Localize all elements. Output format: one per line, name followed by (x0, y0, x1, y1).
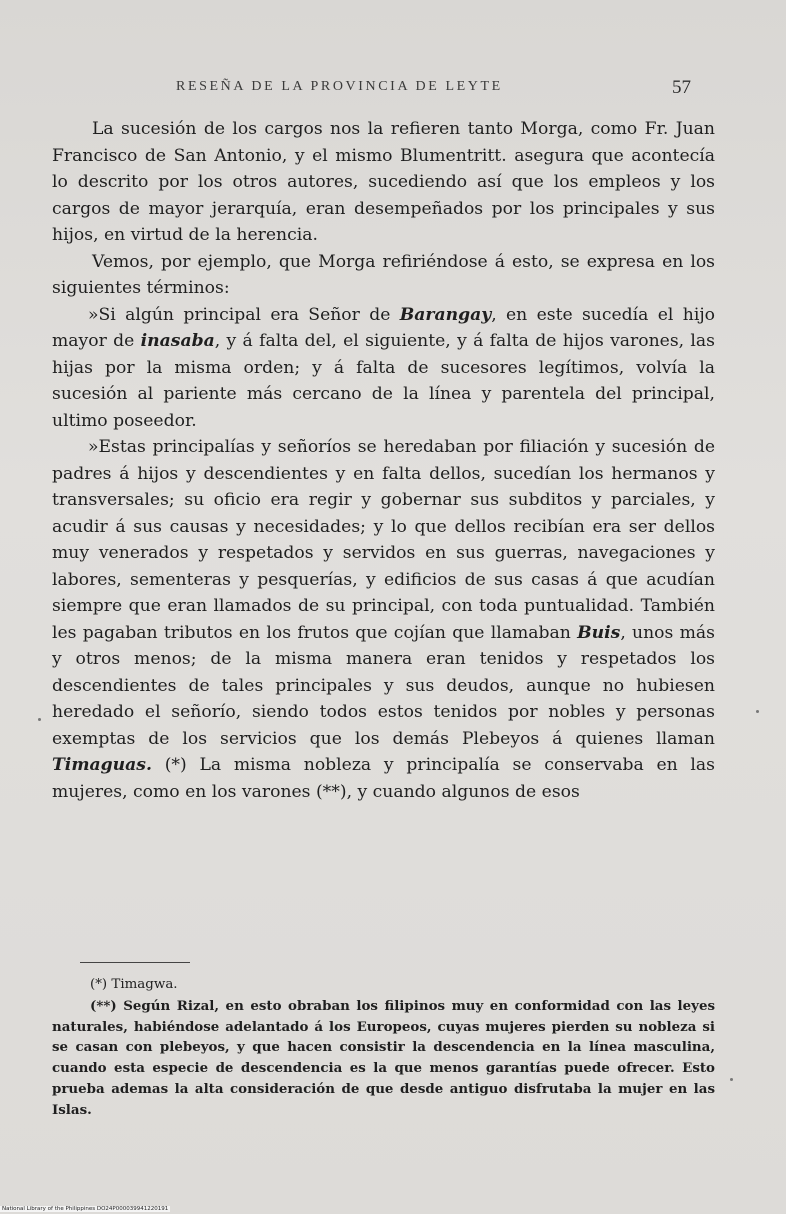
term-buis: Buis (577, 622, 621, 643)
page-number: 57 (672, 77, 691, 98)
paragraph-4-text-c: , unos más y otros menos; de la misma manera eran tenidos y respetados los descendientes de tales principales y sus deudos, aunque no hubiesen heredado el señorío, siendo todos estos tenidos por nobles y personas exemptas de los servicios que los demás Plebeyos á quienes llaman (52, 622, 715, 749)
scan-footer: National Library of the Philippines DO24P000039941220191 (2, 1206, 169, 1212)
footnote-1: (*) Timagwa. (90, 977, 178, 992)
paragraph-4-text-e: (*) La misma nobleza y principalía se conservaba en las mujeres, como en los varones (**), y cuando algunos de esos (52, 755, 715, 802)
running-head: RESEÑA DE LA PROVINCIA DE LEYTE (176, 79, 503, 94)
paragraph-3 (52, 302, 715, 435)
paragraph-4 (52, 434, 715, 805)
paragraph-3-text-c: , en este sucedía el hijo mayor de (52, 304, 716, 351)
scan-speck (756, 710, 759, 713)
term-timaguas: Timaguas. (52, 755, 152, 775)
footnote-2: (**) Según Rizal, en esto obraban los filipinos muy en conformidad con las leyes naturales, habiéndose adelantado á los Europeos, cuyas mujeres pierden su nobleza si se casan con plebeyos, y que hacen consistir la descendencia en la línea masculina, cuando esta especie de descendencia es la que menos garantías puede ofrecer. Esto prueba ademas la alta consideración de que desde antiguo disfrutaba la mujer en las Islas. (52, 997, 715, 1118)
paragraph-1: La sucesión de los cargos nos la refieren tanto Morga, como Fr. Juan Francisco de San Antonio, y el mismo Blumentritt. asegura que acontecía lo descrito por los otros autores, sucediendo así que los empleos y los cargos de mayor jerarquía, eran desempeñados por los principales y sus hijos, en virtud de la herencia. (52, 119, 715, 245)
scan-speck (730, 1078, 733, 1081)
term-barangay: Barangay (399, 304, 492, 325)
body-text (52, 116, 715, 805)
page-header (176, 79, 696, 103)
term-inasaba: inasaba (140, 331, 215, 351)
scan-speck (38, 718, 41, 721)
paragraph-2: Vemos, por ejemplo, que Morga refiriéndose á esto, se expresa en los siguientes términos: (52, 251, 715, 298)
paragraph-3-text-e: , y á falta del, el siguiente, y á falta de hijos varones, las hijas por la misma orden; y á falta de sucesores legítimos, volvía la sucesión al pariente más cercano de la línea y parentela del principal, ultimo poseedor. (52, 331, 716, 431)
paragraph-4-text-a: »Estas principalías y señoríos se heredaban por filiación y sucesión de padres á hijos y descendientes y en falta dellos, sucedían los hermanos y transversales; su oficio era regir y gobernar sus subditos y parciales, y acudir á sus causas y necesidades; y lo que dellos recibían era ser dellos muy venerados y respetados y servidos en sus guerras, navegaciones y labores, sementeras y pesquerías, y edificios de sus casas á que acudían siempre que eran llamados de su principal, con toda puntualidad. También les pagaban tributos en los frutos que cojían que llamaban (52, 437, 715, 643)
footnotes (52, 975, 715, 1121)
paragraph-3-text-a: »Si algún principal era Señor de (88, 304, 400, 325)
footnote-separator (80, 962, 190, 963)
